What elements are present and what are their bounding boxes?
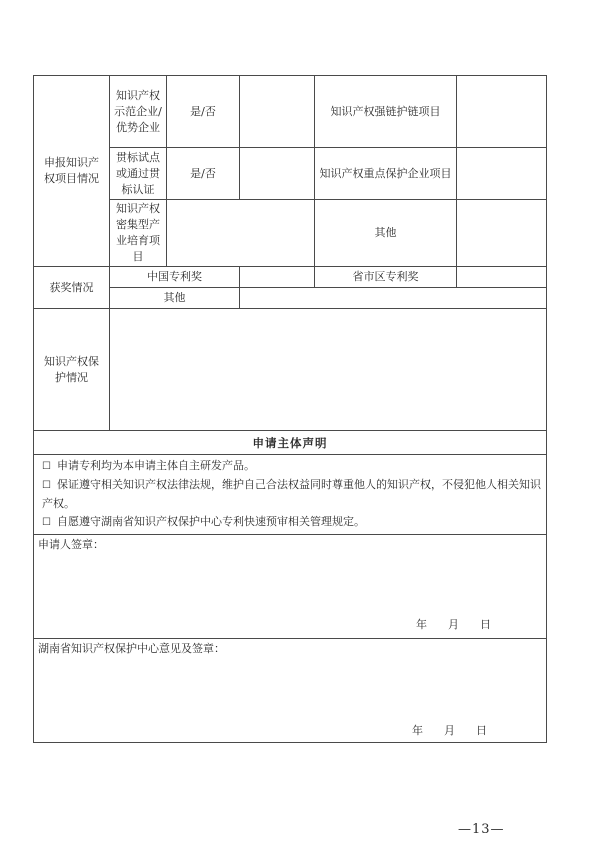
checkbox-icon[interactable]: ☐: [42, 480, 51, 491]
empty-cell: [240, 76, 315, 148]
awards-row-2: [34, 288, 547, 309]
project-name-cell: 贯标试点或通过贯标认证: [110, 148, 167, 200]
center-opinion-row: [34, 639, 547, 743]
application-form-table: [33, 75, 547, 743]
empty-cell: [457, 76, 547, 148]
declaration-title: 申请主体声明: [34, 431, 547, 455]
center-opinion-year: 年: [412, 724, 423, 737]
project-name-cell: 知识产权示范企业/优势企业: [110, 76, 167, 148]
page-number: —13—: [458, 822, 505, 837]
center-opinion-month: 月: [444, 724, 455, 737]
checkbox-icon[interactable]: ☐: [42, 517, 51, 528]
declaration-item: [38, 457, 542, 476]
center-opinion-box: [34, 639, 547, 743]
ip-protection-label: 知识产权保护情况: [34, 309, 110, 431]
ip-protection-content: [110, 309, 547, 431]
project-section-label: 申报知识产权项目情况: [34, 76, 110, 267]
declaration-body-row: [34, 455, 547, 535]
china-patent-award-label: 中国专利奖: [110, 267, 240, 288]
ip-protection-row: [34, 309, 547, 431]
center-opinion-day: 日: [476, 724, 487, 737]
project-row-1: [34, 76, 547, 148]
declaration-body: [34, 455, 547, 535]
applicant-sign-label: 申请人签章：: [38, 538, 104, 551]
empty-cell: [240, 288, 547, 309]
project-row-2: [34, 148, 547, 200]
applicant-sign-month: 月: [448, 618, 459, 631]
empty-cell: [240, 148, 315, 200]
applicant-sign-year: 年: [416, 618, 427, 631]
declaration-item: [38, 476, 542, 513]
applicant-sign-row: [34, 535, 547, 639]
project-right-name-cell: 知识产权强链护链项目: [315, 76, 457, 148]
project-value-cell: 是/否: [167, 148, 240, 200]
awards-label: 获奖情况: [34, 267, 110, 309]
other-award-label: 其他: [110, 288, 240, 309]
applicant-sign-day: 日: [480, 618, 491, 631]
declaration-item-text: 自愿遵守湖南省知识产权保护中心专利快速预审相关管理规定。: [56, 515, 365, 528]
empty-cell: [457, 200, 547, 267]
declaration-item: [38, 513, 542, 532]
provincial-award-label: 省市区专利奖: [315, 267, 457, 288]
awards-row-1: [34, 267, 547, 288]
project-right-name-cell: 其他: [315, 200, 457, 267]
empty-cell: [240, 267, 315, 288]
empty-cell: [457, 148, 547, 200]
applicant-sign-box: [34, 535, 547, 639]
empty-cell: [457, 267, 547, 288]
project-name-cell: 知识产权密集型产业培育项目: [110, 200, 167, 267]
project-value-cell: 是/否: [167, 76, 240, 148]
declaration-item-text: 申请专利均为本申请主体自主研发产品。: [56, 459, 255, 472]
project-row-3: [34, 200, 547, 267]
declaration-item-text: 保证遵守相关知识产权法律法规，维护自己合法权益同时尊重他人的知识产权，不侵犯他人相关知识产权。: [42, 478, 541, 510]
center-opinion-label: 湖南省知识产权保护中心意见及签章：: [38, 642, 225, 655]
checkbox-icon[interactable]: ☐: [42, 461, 51, 472]
project-right-name-cell: 知识产权重点保护企业项目: [315, 148, 457, 200]
empty-cell: [167, 200, 315, 267]
declaration-title-row: [34, 431, 547, 455]
